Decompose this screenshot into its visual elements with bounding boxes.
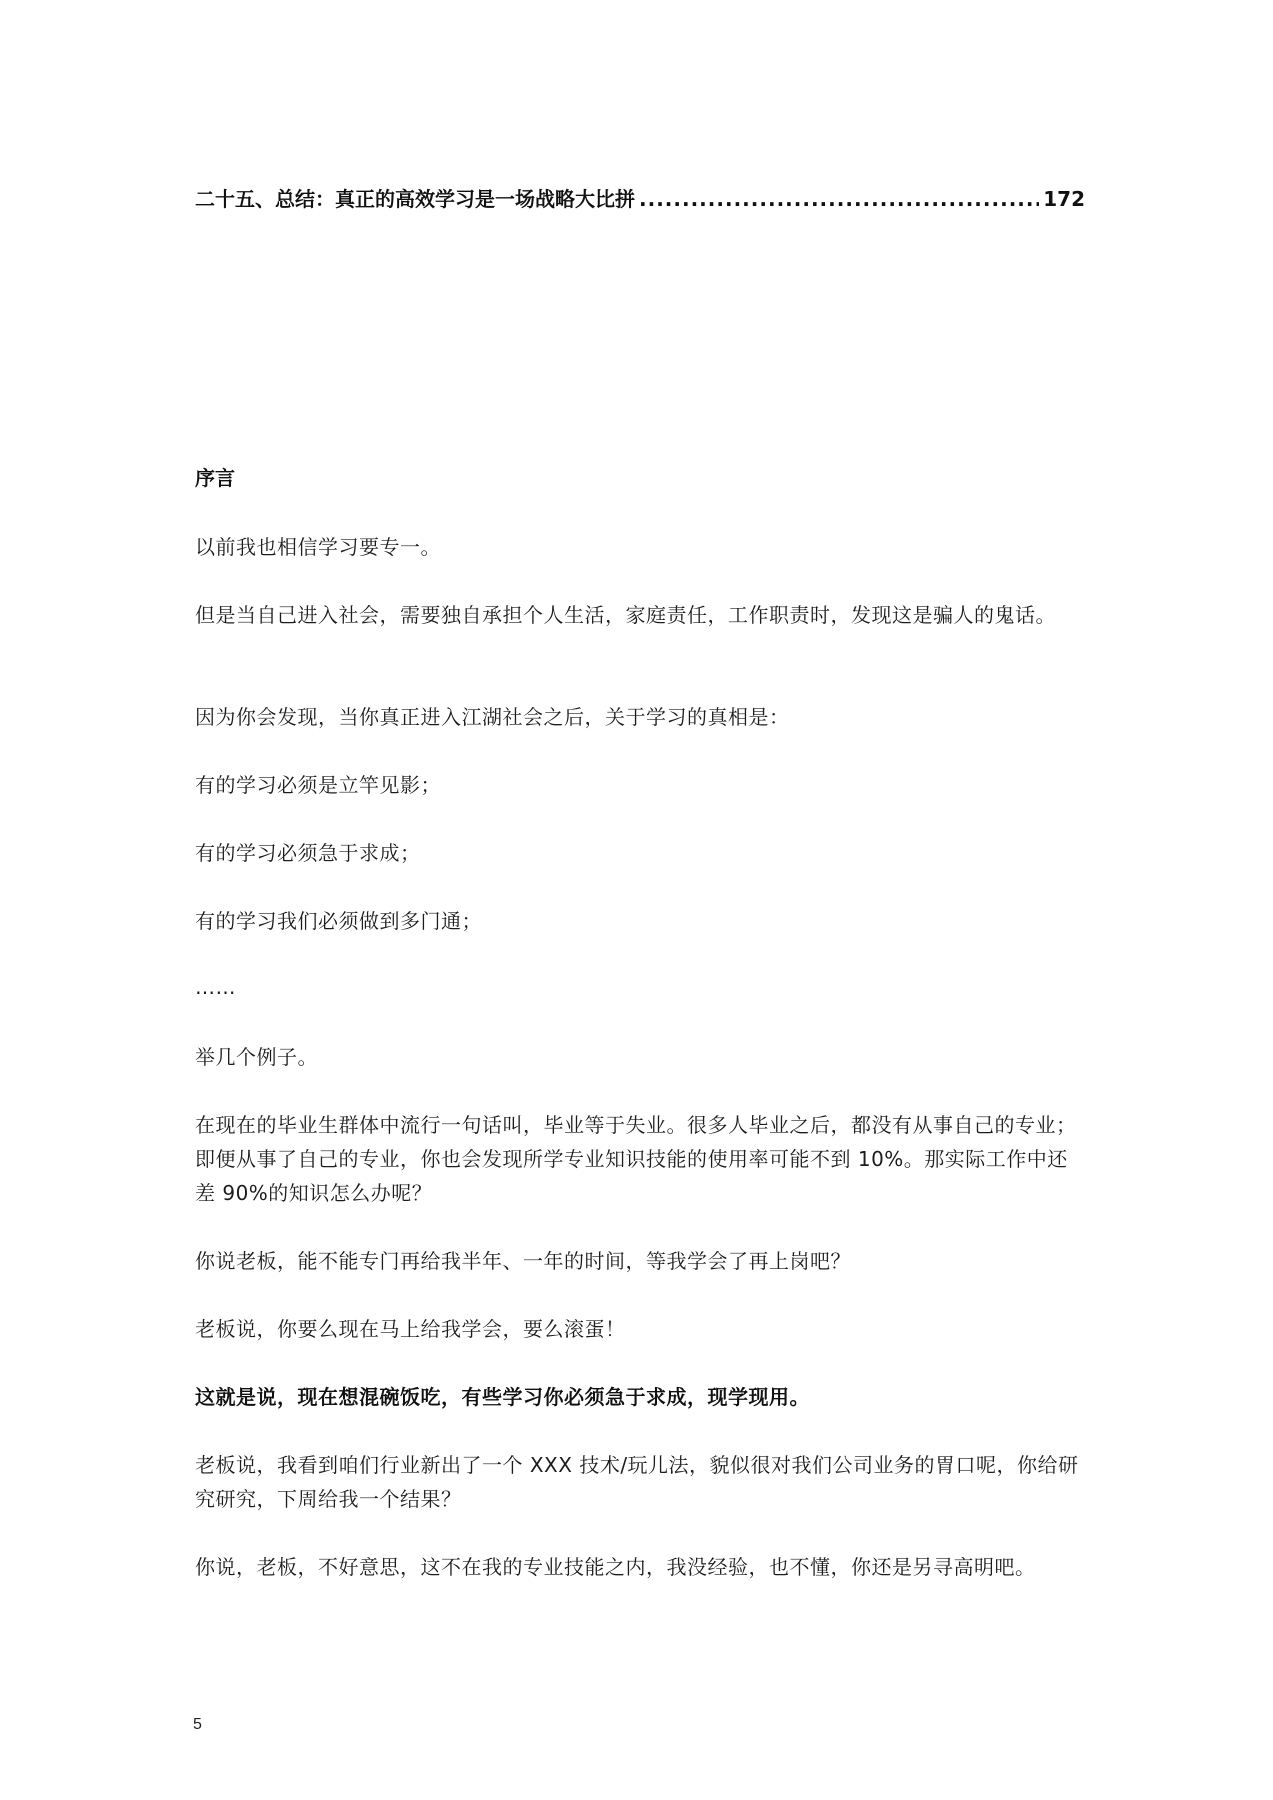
paragraph: 但是当自己进入社会，需要独自承担个人生活，家庭责任，工作职责时，发现这是骗人的鬼话。	[195, 603, 1056, 627]
page-number: 5	[193, 1716, 202, 1733]
paragraph: 你说老板，能不能专门再给我半年、一年的时间，等我学会了再上岗吧？	[195, 1249, 851, 1273]
paragraph: ……	[195, 975, 236, 999]
paragraph: 举几个例子。	[195, 1045, 318, 1069]
toc-entry[interactable]	[195, 183, 1085, 217]
paragraph: 因为你会发现，当你真正进入江湖社会之后，关于学习的真相是：	[195, 705, 790, 729]
paragraph: 有的学习我们必须做到多门通；	[195, 909, 482, 933]
toc-entry-page: 172	[1043, 187, 1085, 211]
paragraph: 有的学习必须急于求成；	[195, 841, 421, 865]
paragraph: 老板说，我看到咱们行业新出了一个 XXX 技术/玩儿法，貌似很对我们公司业务的胃口呢，你给研究研究，下周给我一个结果？	[195, 1453, 1079, 1511]
toc-entry-title: 二十五、总结：真正的高效学习是一场战略大比拼	[195, 187, 635, 211]
paragraph: 老板说，你要么现在马上给我学会，要么滚蛋！	[195, 1317, 626, 1341]
paragraph: 以前我也相信学习要专一。	[195, 535, 441, 559]
emphasis-paragraph: 这就是说，现在想混碗饭吃，有些学习你必须急于求成，现学现用。	[195, 1385, 810, 1409]
section-heading: 序言	[195, 466, 235, 490]
toc-leader-dots	[639, 187, 1039, 211]
paragraph: 在现在的毕业生群体中流行一句话叫，毕业等于失业。很多人毕业之后，都没有从事自己的专业；即便从事了自己的专业，你也会发现所学专业知识技能的使用率可能不到 10%。那实际工作中还差 90%的知识怎么办呢？	[195, 1113, 1077, 1205]
paragraph: 有的学习必须是立竿见影；	[195, 773, 441, 797]
paragraph: 你说，老板，不好意思，这不在我的专业技能之内，我没经验，也不懂，你还是另寻高明吧。	[195, 1555, 1036, 1579]
